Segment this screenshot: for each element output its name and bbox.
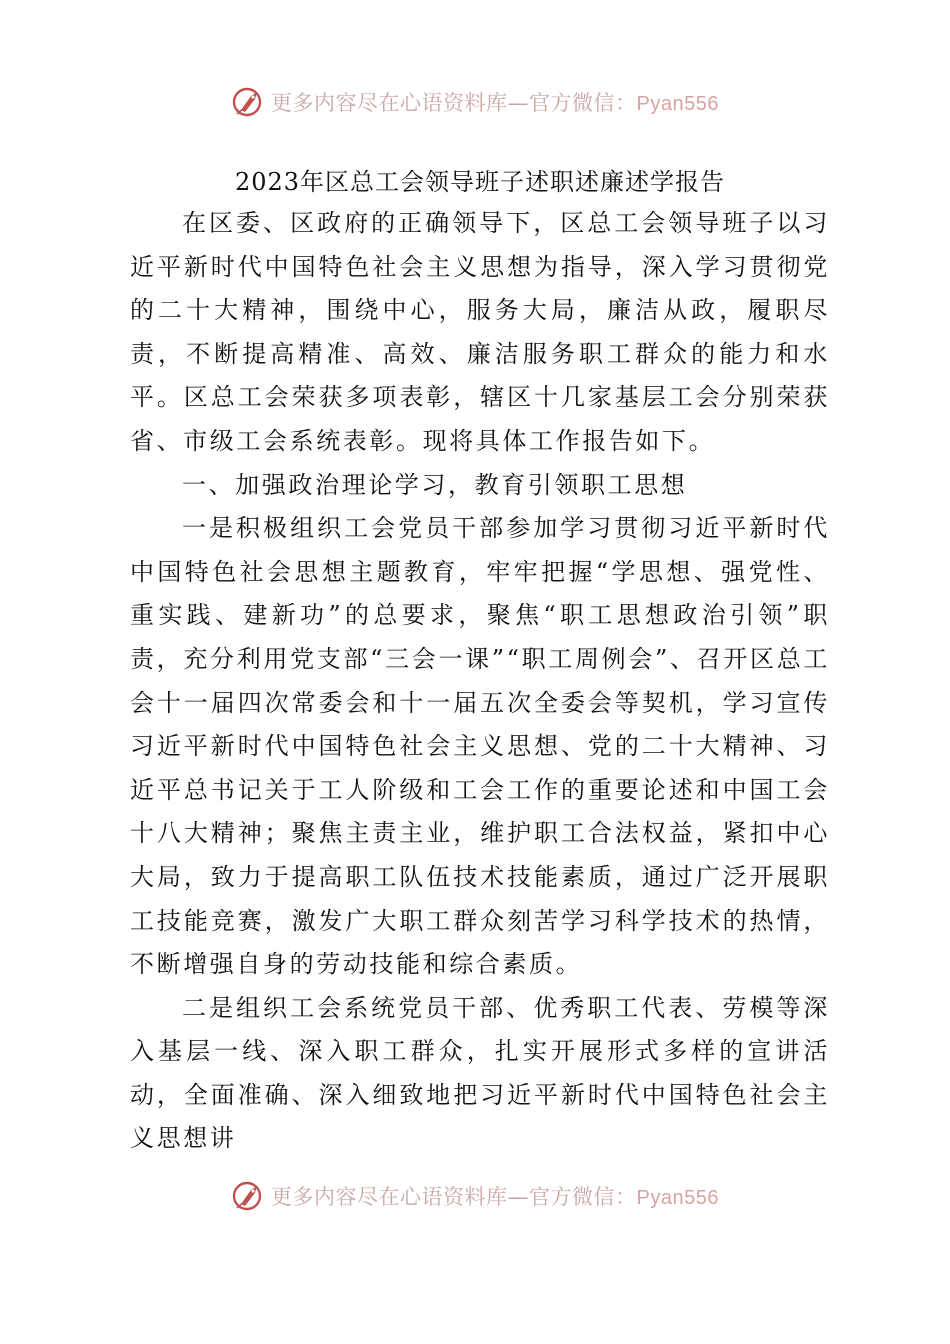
watermark-dash: —	[507, 1185, 530, 1209]
watermark-brand: 更多内容尽在心语资料库	[271, 1185, 508, 1209]
watermark-wechat-id: Pyan556	[636, 1187, 719, 1209]
paragraph-point-1: 一是积极组织工会党员干部参加学习贯彻习近平新时代中国特色社会思想主题教育，牢牢把握“学思想、强党性、重实践、建新功”的总要求，聚焦“职工思想政治引领”职责，充分利用党支部“三会一课”“职工周例会”、召开区总工会十一届四次常委会和十一届五次全委会等契机，学习宣传习近平新时代中国特色社会主义思想、党的二十大精神、习近平总书记关于工人阶级和工会工作的重要论述和中国工会十八大精神；聚焦主责主业，维护职工合法权益，紧扣中心大局，致力于提高职工队伍技术技能素质，通过广泛开展职工技能竞赛，激发广大职工群众刻苦学习科学技术的热情，不断增强自身的劳动技能和综合素质。	[130, 514, 830, 979]
document-body	[130, 162, 830, 1161]
watermark-wechat-label: 官方微信：	[529, 91, 637, 115]
watermark-text	[271, 87, 719, 117]
paragraph-point-2: 二是组织工会系统党员干部、优秀职工代表、劳模等深入基层一线、深入职工群众，扎实开展形式多样的宣讲活动，全面准确、深入细致地把习近平新时代中国特色社会主义思想讲	[130, 993, 830, 1153]
document-title: 2023年区总工会领导班子述职述廉述学报告	[234, 168, 726, 196]
pen-nib-icon	[231, 1178, 267, 1214]
pen-nib-icon	[231, 84, 267, 120]
watermark-banner-top	[0, 80, 950, 124]
watermark-banner-bottom	[0, 1174, 950, 1218]
watermark-brand: 更多内容尽在心语资料库	[271, 91, 508, 115]
watermark-wechat-label: 官方微信：	[529, 1185, 637, 1209]
watermark-wechat-id: Pyan556	[636, 93, 719, 115]
section-heading-1: 一、加强政治理论学习，教育引领职工思想	[182, 470, 688, 499]
watermark-text	[271, 1181, 719, 1211]
paragraph-intro: 在区委、区政府的正确领导下，区总工会领导班子以习近平新时代中国特色社会主义思想为指导，深入学习贯彻党的二十大精神，围绕中心，服务大局，廉洁从政，履职尽责，不断提高精准、高效、廉洁服务职工群众的能力和水平。区总工会荣获多项表彰，辖区十几家基层工会分别荣获省、市级工会系统表彰。现将具体工作报告如下。	[130, 209, 830, 455]
watermark-dash: —	[507, 91, 530, 115]
